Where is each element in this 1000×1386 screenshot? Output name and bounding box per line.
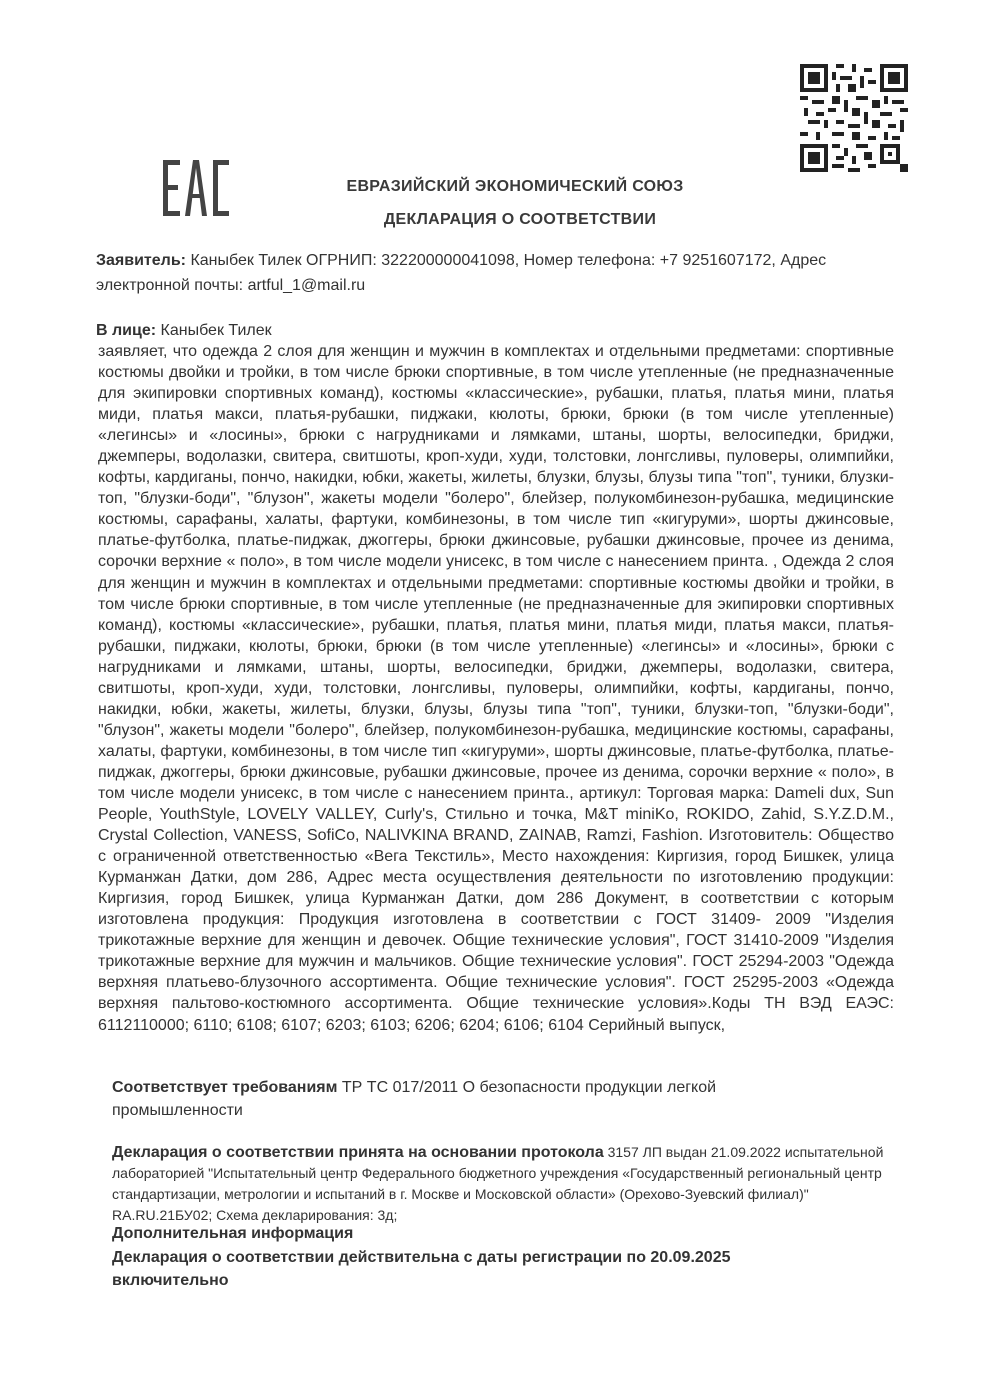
- person-section: [96, 318, 856, 343]
- compliance-label: Соответствует требованиям: [112, 1079, 338, 1096]
- compliance-section: [112, 1076, 792, 1122]
- qr-code: [800, 64, 908, 172]
- applicant-text: Каныбек Тилек ОГРНИП: 322200000041098, Номер телефона: +7 9251607172, Адрес электронной почты: artful_1@mail.ru: [96, 252, 827, 294]
- declaration-body: заявляет, что одежда 2 слоя для женщин и мужчин в комплектах и отдельными предметами: спортивные костюмы двойки и тройки, в том числе брюки спортивные, в том числе утепленные (не предназначенные для экипировки спортивных команд), костюмы «классические», рубашки, платья, платья мини, платья миди, платья макси, платья-рубашки, пиджаки, кюлоты, брюки, брюки (в том числе утепленные) «легинсы» и «лосины», брюки с нагрудниками и лямками, штаны, шорты, велосипедки, бриджи, джемперы, водолазки, свитера, свитшоты, кроп-худи, худи, толстовки, лонгсливы, пуловеры, олимпийки, кофты, кардиганы, пончо, накидки, юбки, жакеты, жилеты, блузки, блузы, блузы типа "топ", туники, блузки-топ, "блузки-боди", "блузон", жакеты модели "болеро", блейзер, полукомбинезон-рубашка, медицинские костюмы, сарафаны, халаты, фартуки, комбинезоны, в том числе тип «кигуруми», шорты джинсовые, платье-футболка, платье-пиджак, джоггеры, брюки джинсовые, рубашки джинсовые, прочее из денима, сорочки верхние « поло», в том числе модели унисекс, в том числе с нанесением принта. , Одежда 2 слоя для женщин и мужчин в комплектах и отдельными предметами: спортивные костюмы двойки и тройки, в том числе брюки спортивные, в том числе утепленные (не предназначенные для экипировки спортивных команд), костюмы «классические», рубашки, платья, платья мини, платья миди, платья макси, платья-рубашки, пиджаки, кюлоты, брюки, брюки (в том числе утепленные) «легинсы» и «лосины», брюки с нагрудниками и лямками, штаны, шорты, велосипедки, бриджи, джемперы, водолазки, свитера, свитшоты, кроп-худи, худи, толстовки, лонгсливы, пуловеры, олимпийки, кофты, кардиганы, пончо, накидки, юбки, жакеты, жилеты, блузки, блузы, блузы типа "топ", туники, блузки-топ, "блузки-боди", "блузон", жакеты модели "болеро", блейзер, полукомбинезон-рубашка, медицинские костюмы, сарафаны, халаты, фартуки, комбинезоны, в том числе тип «кигуруми», шорты джинсовые, платье-футболка, платье-пиджак, джоггеры, брюки джинсовые, рубашки джинсовые, прочее из денима, сорочки верхние « поло», в том числе модели унисекс, в том числе с нанесением принта., артикул: Торговая марка: Dameli dux, Sun People, YouthStyle, LOVELY VALLEY, Curly's, Стильно и точка, M&T miniKo, ROKIDO, Zahid, S.Y.Z.D.M., Crystal Collection, VANESS, SofiCo, NALIVKINA BRAND, ZAINAB, Ramzi, Fashion. Изготовитель: Общество с ограниченной ответственностью «Вега Текстиль», Место нахождения: Киргизия, город Бишкек, улица Курманжан Датки, дом 286, Адрес места осуществления деятельности по изготовлению продукции: Киргизия, город Бишкек, улица Курманжан Датки, дом 286 Документ, в соответствии с которым изготовлена продукция: Продукция изготовлена в соответствии с ГОСТ 31409- 2009 "Изделия трикотажные верхние для женщин и девочек. Общие технические условия", ГОСТ 31410-2009 "Изделия трикотажные верхние для мужчин и мальчиков. Общие технические условия". ГОСТ 25294-2003 "Одежда верхняя платьево-блузочного ассортимента. Общие технические условия". ГОСТ 25295-2003 «Одежда верхняя пальтово-костюмного ассортимента. Общие технические условия».Коды ТН ВЭД ЕАЭС: 6112110000; 6110; 6108; 6107; 6203; 6103; 6206; 6204; 6106; 6104 Серийный выпуск,: [98, 343, 894, 1034]
- protocol-section: [112, 1142, 904, 1226]
- applicant-section: [96, 248, 856, 298]
- protocol-text: 3157 ЛП выдан 21.09.2022 испытательной лабораторией "Испытательный центр Федерального бюджетного учреждения «Государственный региональный центр стандартизации, метрологии и испытаний в г. Москве и Московской области» (Орехово-Зуевский филиал)" RA.RU.21БУ02; Схема декларирования: 3д;: [112, 1144, 884, 1223]
- validity-statement: Декларация о соответствии действительна с даты регистрации по 20.09.2025 включительно: [112, 1249, 731, 1289]
- header-subtitle: ДЕКЛАРАЦИЯ О СООТВЕТСТВИИ: [383, 211, 657, 228]
- additional-info-heading: Дополнительная информация: [112, 1225, 354, 1242]
- protocol-label: Декларация о соответствии принята на основании протокола: [112, 1144, 604, 1161]
- applicant-label: Заявитель:: [96, 252, 186, 269]
- person-label: В лице:: [96, 322, 157, 339]
- person-text: Каныбек Тилек: [160, 322, 272, 339]
- compliance-text: ТР ТС 017/2011 О безопасности продукции легкой промышленности: [112, 1079, 717, 1119]
- header-title: ЕВРАЗИЙСКИЙ ЭКОНОМИЧЕСКИЙ СОЮЗ: [346, 178, 684, 195]
